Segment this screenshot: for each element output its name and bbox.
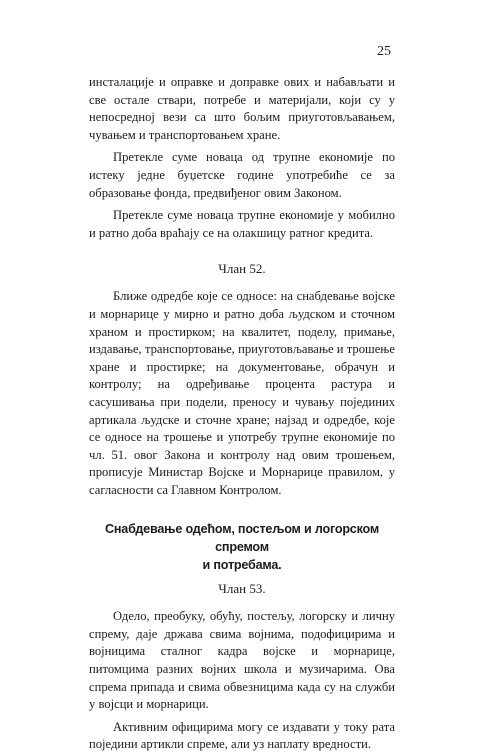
article-52-text: Ближе одредбе које се односе: на снабдевање војске и морнарице у мирно и ратно доба људском и сточном храном и простирком; на квалитет, поделу, примање, издавање, транспортовање, приуготовљавање и трошење хране и простирке; на документовање, обрачун и контролу; на одређивање процента растура и сасушивања при подели, преносу и чувању појединих артикала људске и сточне хране; најзад и одредбе, које се односе на трошење и употребу трупне економије по чл. 51. овог Закона и контролу над овим трошењем, прописује Министар Војске и Морнарице правилом, у сагласности са Главном Контролом. <box>89 289 395 497</box>
article-53-paragraph: Активним официрима могу се издавати у току рата поједини артикли спреме, али уз наплату вредности. <box>89 719 395 752</box>
body-paragraph: Претекле суме новаца од трупне економије по истеку једне буџетске године употребиће се за образовање фонда, предвиђеног овим Законом. <box>89 150 395 200</box>
page-number: 25 <box>377 44 391 59</box>
section-heading <box>89 521 395 574</box>
section-heading-line-1: Снабдевање одећом, постељом и логорском спремом <box>105 522 379 555</box>
article-52-title: Члан 52. <box>218 261 266 277</box>
section-heading-line-2: и потребама. <box>202 557 282 572</box>
body-paragraph: инсталације и оправке и доправке ових и набављати и све остале ствари, потребе и материјали, који су у непосредној вези са што бољим приуготовљавањем, чувањем и транспортовањем хране. <box>89 75 395 142</box>
page-content <box>89 74 395 754</box>
article-53-title: Члан 53. <box>218 581 266 597</box>
article-53-paragraph: Одело, преобуку, обућу, постељу, логорску и личну спрему, даје држава свима војнима, подофицирима и војницима сталног кадра војске и морнарице, питомцима разних војних школа и музичарима. Ова спрема припада и свима обвезницима када су на служби у војсци и морнарици. <box>89 609 395 712</box>
body-paragraph: Претекле суме новаца трупне економије у мобилно и ратно доба враћају се на олакшицу ратног кредита. <box>89 208 395 240</box>
